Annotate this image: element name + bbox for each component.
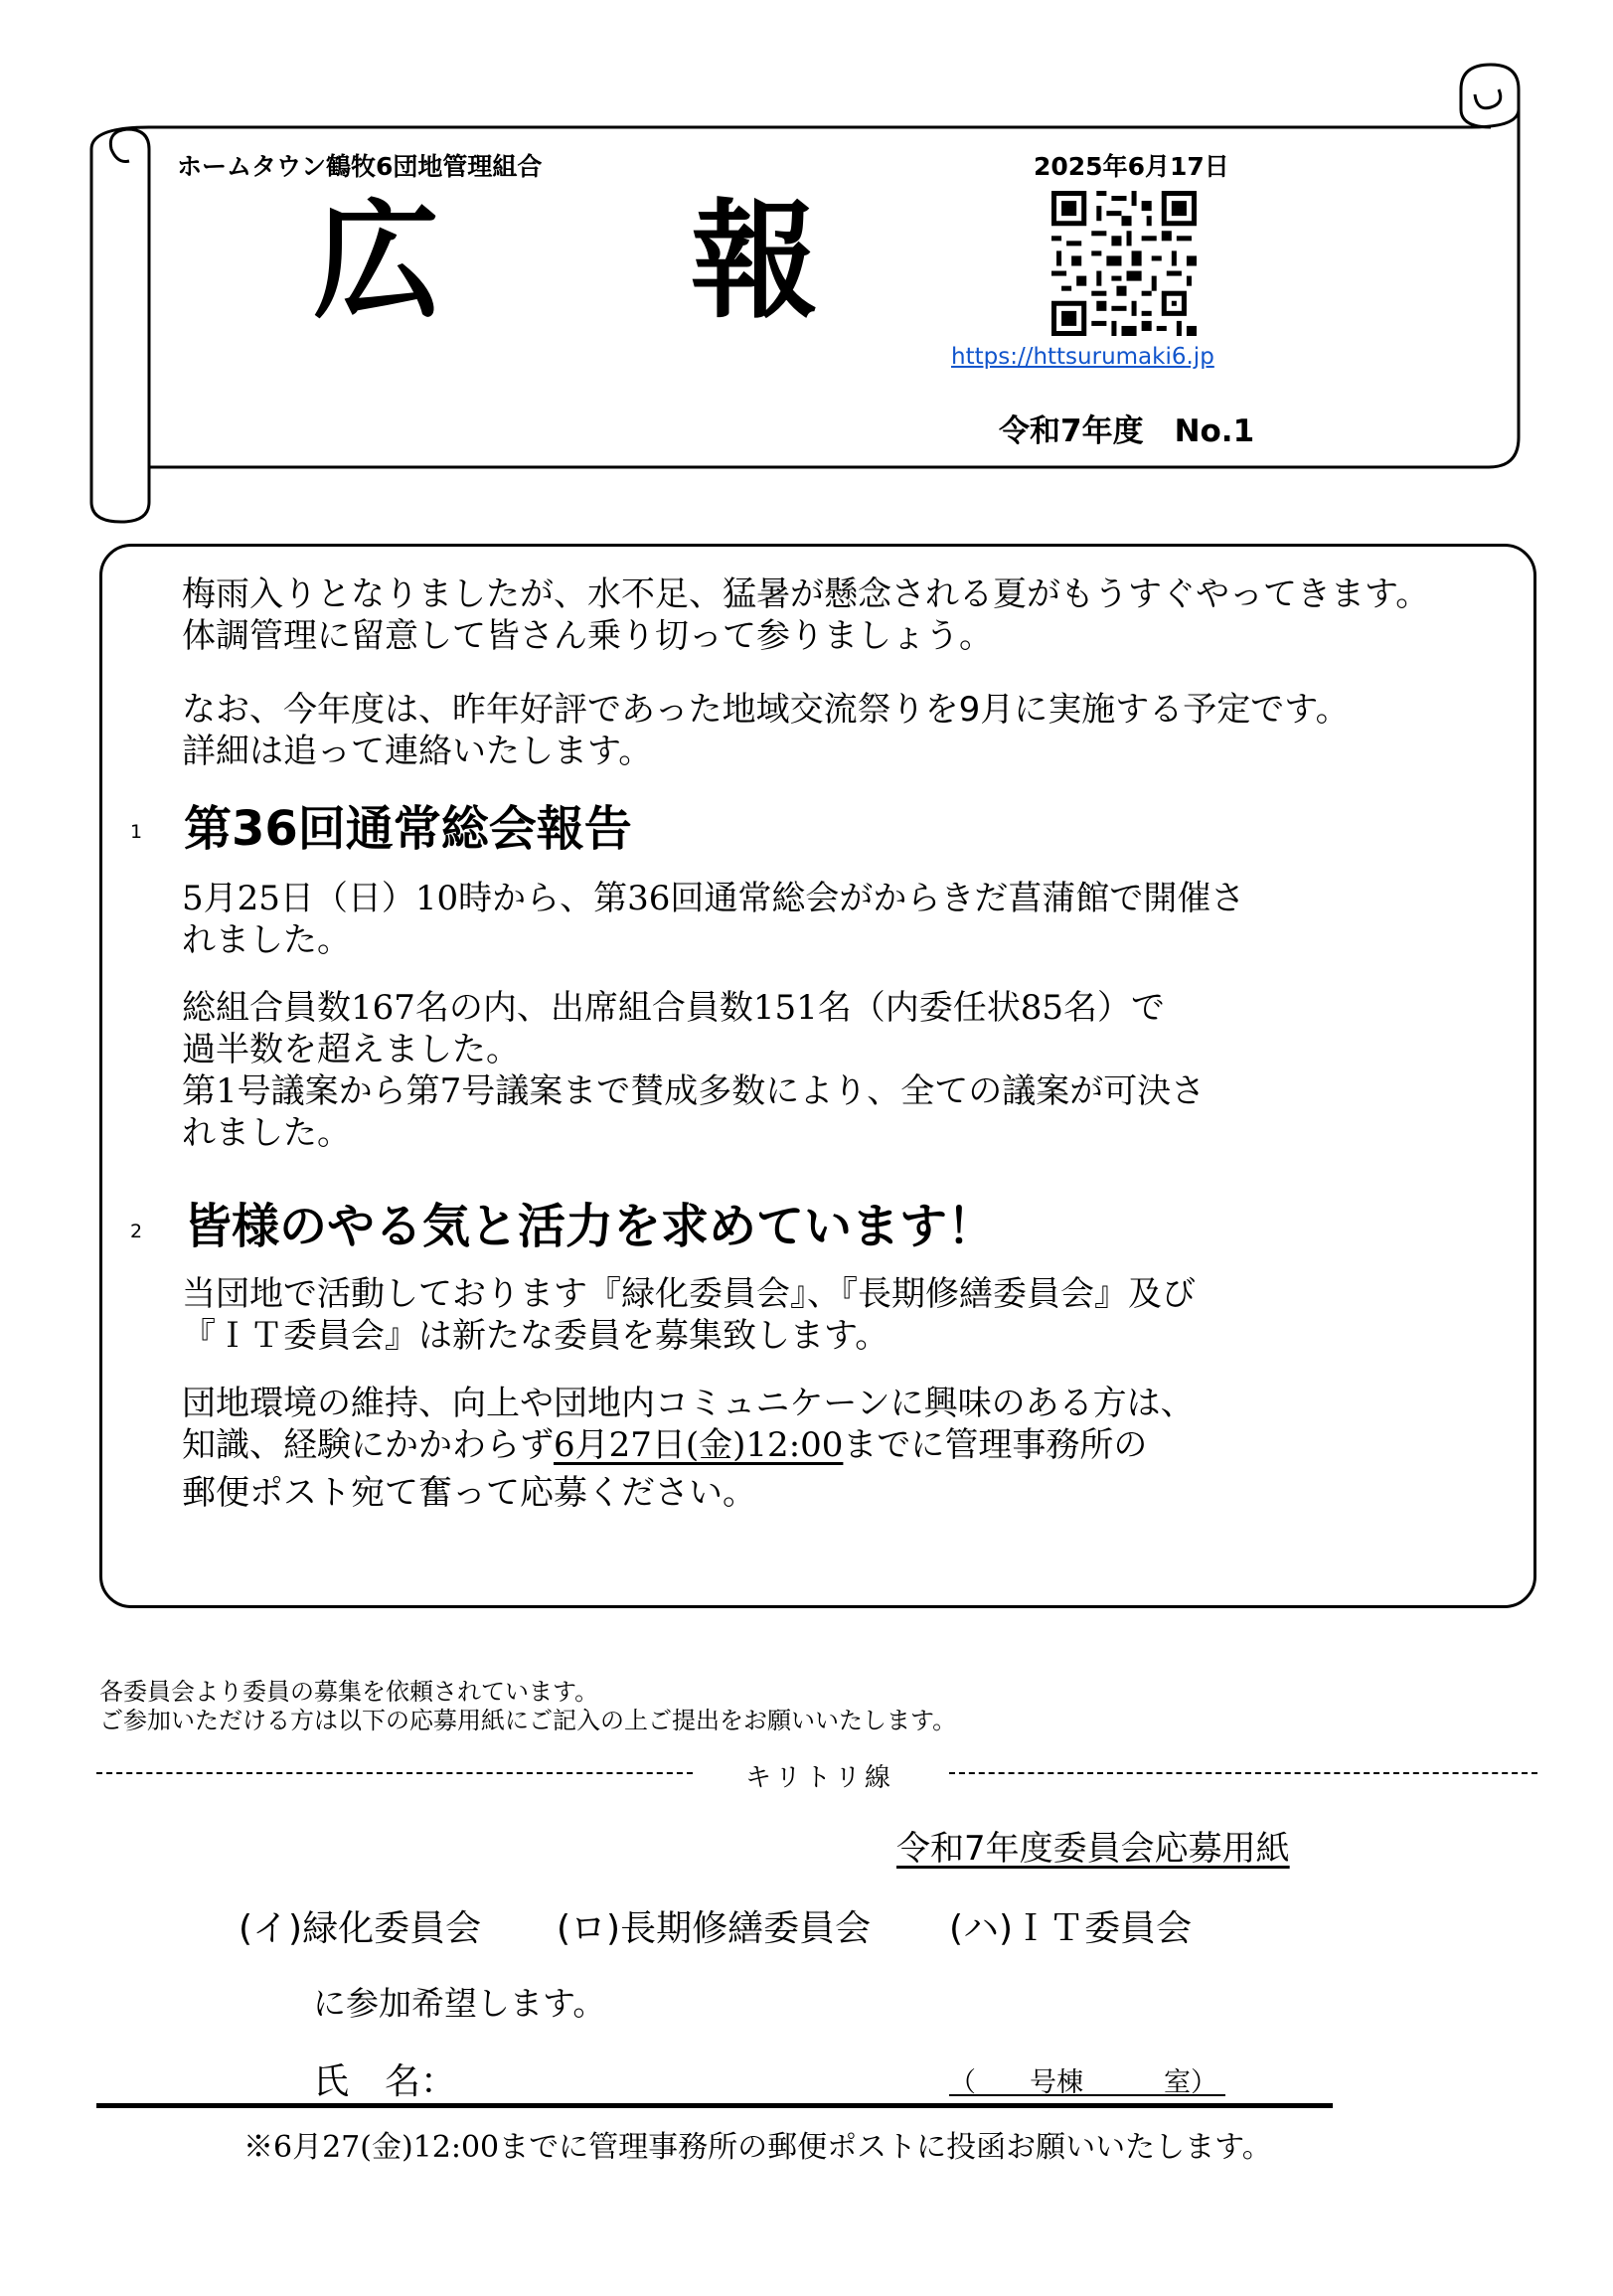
issue-date: 2025年6月17日 [1034, 152, 1229, 181]
qr-code [1051, 191, 1197, 336]
section-2-heading: 皆様のやる気と活力を求めています！ [184, 1199, 996, 1254]
issue-number: 令和7年度 No.1 [999, 413, 1255, 449]
section-2-line-1: 当団地で活動しております『緑化委員会』、『長期修繕委員会』及び [182, 1274, 1196, 1314]
intro-line-1: 梅雨入りとなりましたが、水不足、猛暑が懸念される夏がもうすぐやってきます。 [182, 574, 1430, 614]
section-1-line-1: 5月25日（日）10時から、第36回通常総会がからきだ菖蒲館で開催さ [182, 879, 1245, 918]
option-greening-committee[interactable]: (イ)緑化委員会 [239, 1908, 482, 1949]
name-signature-line[interactable] [96, 2103, 1333, 2108]
newsletter-title-char-2: 報 [691, 188, 819, 336]
section-2-line-4-start: 知識、経験にかかわらず [182, 1425, 554, 1465]
website-link[interactable]: https://httsurumaki6.jp [951, 344, 1214, 370]
cut-line-right [949, 1772, 1537, 1774]
notice-line-2: ご参加いただける方は以下の応募用紙にご記入の上ご提出をお願いいたします。 [99, 1707, 957, 1734]
newsletter-title-char-1: 広 [313, 188, 441, 336]
section-2-line-5: 郵便ポスト宛て奮って応募ください。 [182, 1473, 756, 1513]
section-2-line-4 [182, 1425, 1147, 1466]
intro-line-4: 詳細は追って連絡いたします。 [182, 732, 653, 771]
notice-line-1: 各委員会より委員の募集を依頼されています。 [99, 1678, 599, 1706]
section-2-line-3: 団地環境の維持、向上や団地内コミュニケーンに興味のある方は、 [182, 1384, 1195, 1423]
section-1-line-2: れました。 [182, 920, 351, 960]
option-long-term-repair-committee[interactable]: (ロ)長期修繕委員会 [557, 1908, 872, 1949]
name-field-label: 氏 名： [313, 2061, 457, 2102]
cut-line-label: キリトリ線 [745, 1763, 895, 1793]
section-1-number: 1 [130, 821, 143, 843]
room-number-underline [949, 2094, 1225, 2096]
section-2-line-2: 『ＩＴ委員会』は新たな委員を募集致します。 [182, 1316, 889, 1356]
section-1-heading: 第36回通常総会報告 [184, 801, 632, 857]
section-1-line-6: れました。 [182, 1113, 351, 1153]
organization-name: ホームタウン鶴牧6団地管理組合 [177, 152, 543, 181]
submission-footnote: ※6月27(金)12:00までに管理事務所の郵便ポストに投函お願いいたします。 [243, 2130, 1272, 2165]
cut-line-left [96, 1772, 693, 1774]
section-2-line-4-end: までに管理事務所の [843, 1425, 1148, 1465]
intro-line-3: なお、今年度は、昨年好評であった地域交流祭りを9月に実施する予定です。 [182, 690, 1350, 730]
deadline-date: 6月27日(金)12:00 [554, 1425, 844, 1465]
room-number-field[interactable]: （ 号棟 室） [949, 2067, 1217, 2098]
section-2-number: 2 [130, 1221, 143, 1242]
intro-line-2: 体調管理に留意して皆さん乗り切って参りましょう。 [182, 616, 993, 656]
section-1-line-3: 総組合員数167名の内、出席組合員数151名（内委任状85名）で [182, 988, 1166, 1028]
section-1-line-5: 第1号議案から第7号議案まで賛成多数により、全ての議案が可決さ [182, 1071, 1206, 1111]
section-1-line-4: 過半数を超えました。 [182, 1030, 520, 1069]
form-title: 令和7年度委員会応募用紙 [896, 1829, 1290, 1869]
option-it-committee[interactable]: (ハ)ＩＴ委員会 [949, 1908, 1193, 1949]
participation-wish-text: に参加希望します。 [313, 1984, 606, 2023]
